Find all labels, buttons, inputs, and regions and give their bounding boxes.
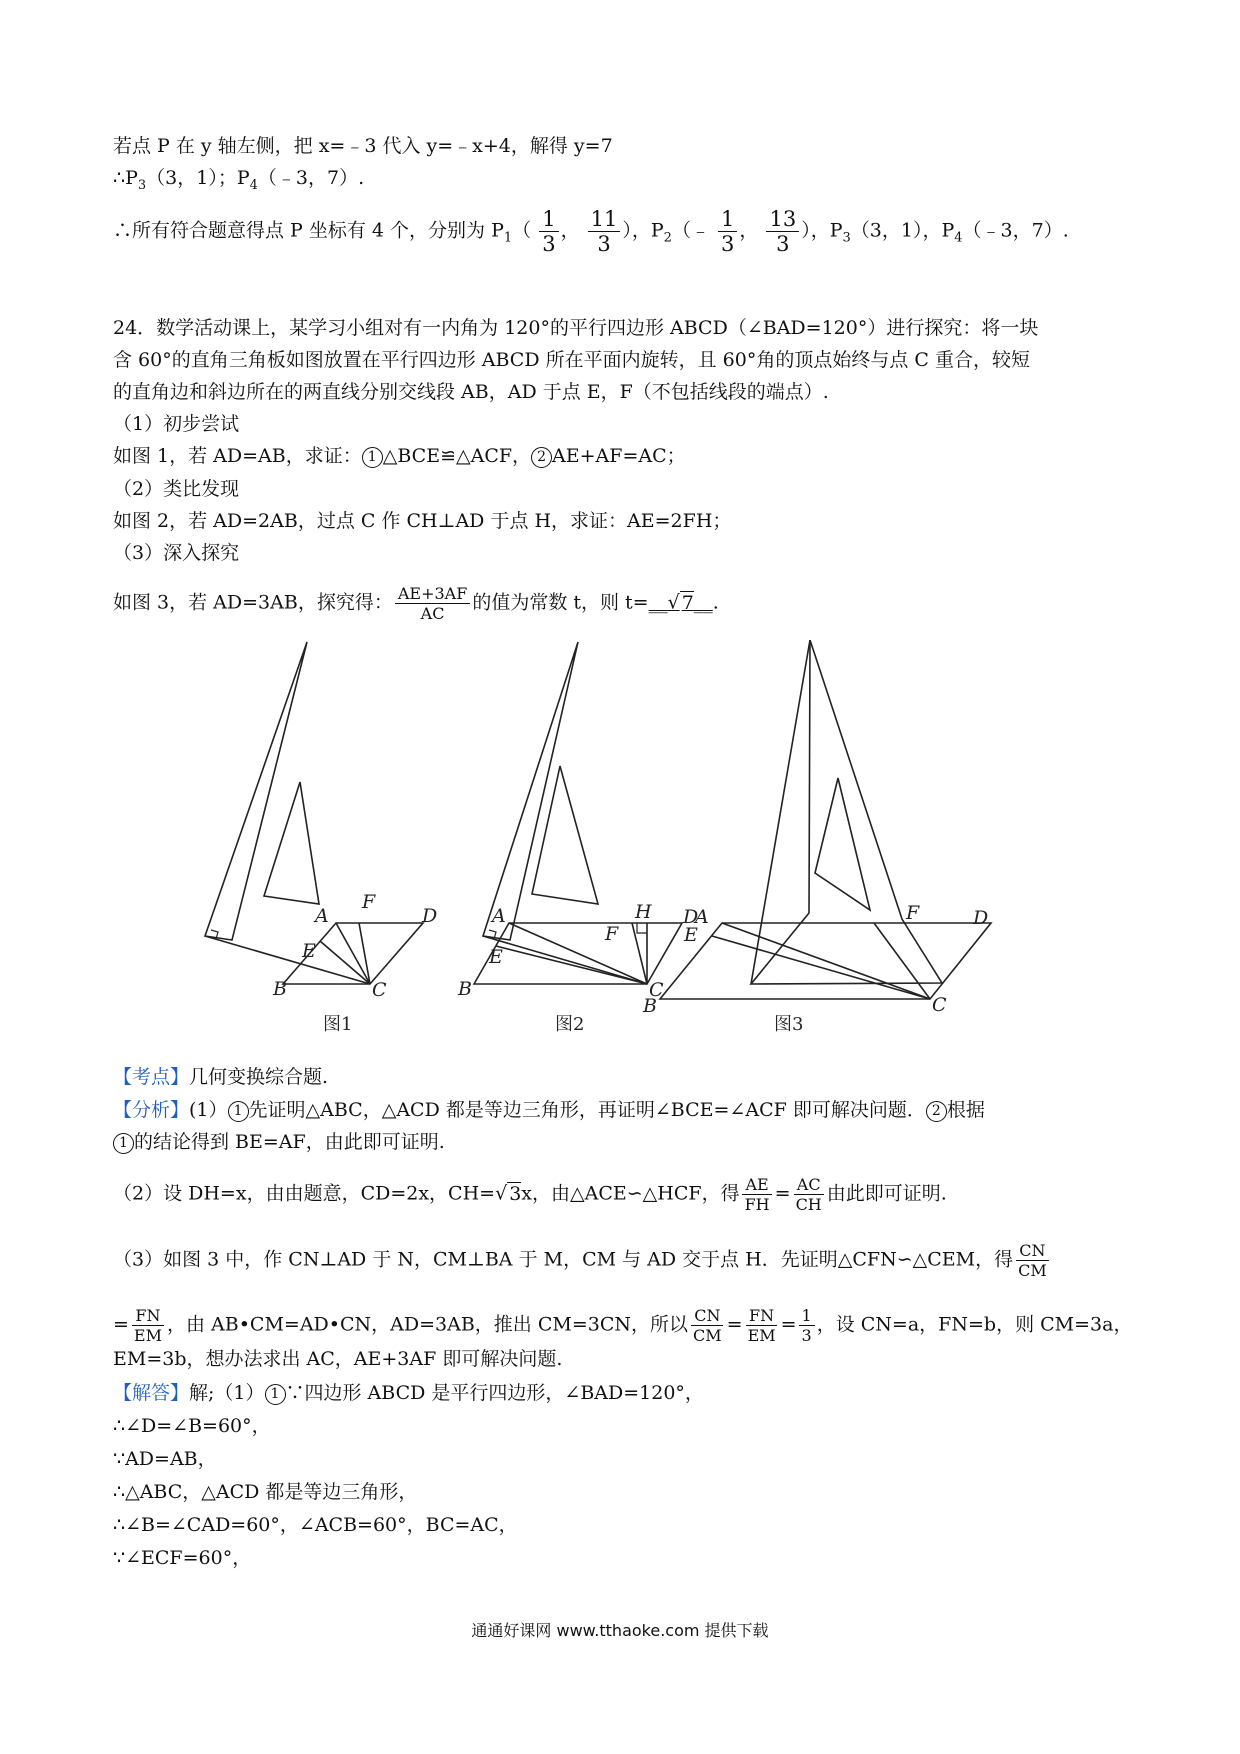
- jieda-line: ∴∠B=∠CAD=60°，∠ACB=60°，BC=AC，: [113, 1514, 518, 1536]
- point-label: A: [695, 906, 709, 928]
- fenxi-line: （3）如图 3 中，作 CN⊥AD 于 N，CM⊥BA 于 M，CM 与 AD 交于点 H．先证明△CFN∽△CEM，得 $\frac{CN}{CM}$: [113, 1241, 1052, 1280]
- fraction: $\frac{13}{3}$: [766, 207, 799, 256]
- figure-3: [642, 640, 991, 1035]
- jieda-line: 【解答】解;（1） 1 ∵四边形 ABCD 是平行四边形，∠BAD=120°，: [113, 1382, 704, 1404]
- jieda-line: ∴△ABC，△ACD 都是等边三角形，: [113, 1481, 418, 1503]
- question-line: 24．数学活动课上，某学习小组对有一内角为 120°的平行四边形 ABCD（∠BAD=120°）进行探究：将一块: [113, 317, 1039, 339]
- jieda-line: ∵AD=AB，: [113, 1448, 217, 1470]
- point-label: A: [315, 905, 329, 927]
- figure-label: 图2: [555, 1014, 585, 1035]
- page-footer: 通通好课网 www.tthaoke.com 提供下载: [471, 1621, 769, 1640]
- set-square: [483, 642, 578, 940]
- point-label: E: [302, 940, 316, 962]
- fenxi-line: 【分析】(1） 1 先证明△ABC，△ACD 都是等边三角形，再证明∠BCE=∠ACF 即可解决问题． 2 根据: [113, 1099, 985, 1121]
- fenxi-tag: 【分析】: [113, 1099, 190, 1121]
- set-square: [205, 642, 307, 940]
- geometry-figures: [100, 640, 1000, 1040]
- set-square-hole: [532, 766, 598, 904]
- question-line: 的直角边和斜边所在的两直线分别交线段 AB，AD 于点 E，F（不包括线段的端点）.: [113, 381, 829, 403]
- text-line: 如图 1，若 AD=AB，求证： 1 △BCE≌△ACF， 2 AE+AF=AC；: [113, 445, 686, 467]
- point-label: B: [273, 978, 287, 1000]
- fraction: $\frac{FN}{EM}$: [133, 1306, 162, 1345]
- answer: __√ 7__: [648, 591, 713, 614]
- point-label: B: [458, 978, 472, 1000]
- jieda-line: ∴∠D=∠B=60°，: [113, 1415, 271, 1437]
- fraction: $\frac{1}{3}$: [539, 207, 558, 256]
- figure-1: [205, 642, 437, 1035]
- fraction: $\frac{FN}{EM}$: [747, 1306, 776, 1345]
- fenxi-line: （2）设 DH=x，由由题意，CD=2x，CH=√ 3x，由△ACE∽△HCF，得 $\frac{AE}{FH}$ = $\frac{AC}{CH}$ 由此即可证明.: [113, 1175, 947, 1214]
- fenxi-line: = $\frac{FN}{EM}$ ，由 AB•CM=AD•CN，AD=3AB，推出 CM=3CN，所以 $\frac{CN}{CM}$ = $\frac{FN}{EM}$ = $\frac{1}{3}$ ，设 CN=a，FN=b，则 CM=3a，: [113, 1306, 1133, 1345]
- fraction: $\frac{AE}{FH}$: [742, 1175, 773, 1214]
- point-label: E: [684, 924, 698, 946]
- point-label: D: [973, 907, 989, 929]
- point-label: F: [362, 891, 376, 913]
- kaodian-line: 【考点】几何变换综合题.: [113, 1066, 329, 1088]
- fraction: $\frac{CN}{CM}$: [1018, 1241, 1047, 1280]
- text-line: 如图 2，若 AD=2AB，过点 C 作 CH⊥AD 于点 H，求证：AE=2FH；: [113, 510, 732, 532]
- jieda-line: ∵∠ECF=60°，: [113, 1547, 252, 1569]
- part-title: （1）初步尝试: [113, 413, 240, 435]
- point-label: H: [635, 901, 652, 923]
- point-label: C: [649, 979, 664, 1001]
- fenxi-line: 1 的结论得到 BE=AF，由此即可证明.: [113, 1127, 445, 1157]
- point-label: D: [683, 906, 699, 928]
- text-line: 如图 3，若 AD=3AB，探究得： $\frac{AE+3AF}{AC}$ 的值为常数 t，则 t=__√ 7__.: [113, 584, 719, 623]
- point-label: F: [906, 902, 920, 924]
- figure-label: 图1: [323, 1014, 353, 1035]
- fenxi-line: EM=3b，想办法求出 AC，AE+3AF 即可解决问题.: [113, 1348, 563, 1370]
- point-label: A: [492, 905, 506, 927]
- fraction: $\frac{AC}{CH}$: [795, 1175, 822, 1214]
- figure-2: [457, 642, 698, 1035]
- text-line: 若点 P 在 y 轴左侧，把 x=﹣3 代入 y=﹣x+4，解得 y=7: [113, 135, 613, 157]
- figure-label: 图3: [774, 1014, 804, 1035]
- point-label: C: [932, 994, 947, 1016]
- point-label: E: [489, 946, 503, 968]
- fraction: $\frac{1}{3}$: [799, 1306, 815, 1345]
- fraction: $\frac{1}{3}$: [718, 207, 737, 256]
- point-label: B: [643, 995, 657, 1017]
- point-label: F: [605, 923, 619, 945]
- kaodian-tag: 【考点】: [113, 1066, 190, 1088]
- text-line: ∴所有符合题意得点 P 坐标有 4 个，分别为 $P_1$（ $\frac{1}{3}$ ， $\frac{11}{3}$ ），$P_2(﹣$ $\frac{1}{3}$ ， $\frac{13}{3}$ ），$P_3(3$，1），$P_4(﹣3$，7）.: [113, 207, 1069, 256]
- part-title: （2）类比发现: [113, 478, 240, 500]
- fraction: $\frac{CN}{CM}$: [693, 1306, 722, 1345]
- set-square-hole: [264, 782, 319, 904]
- question-line: 含 60°的直角三角板如图放置在平行四边形 ABCD 所在平面内旋转，且 60°角的顶点始终与点 C 重合，较短: [113, 349, 1030, 371]
- part-title: （3）深入探究: [113, 542, 240, 564]
- jieda-tag: 【解答】: [113, 1382, 190, 1404]
- point-label: C: [372, 979, 387, 1001]
- fraction: $\frac{11}{3}$: [588, 207, 621, 256]
- point-label: D: [422, 905, 438, 927]
- fraction: $\frac{AE+3AF}{AC}$: [395, 584, 470, 623]
- text-line: $\therefore P_3(3$，1）；$P_4(﹣3$，7）.: [113, 167, 365, 193]
